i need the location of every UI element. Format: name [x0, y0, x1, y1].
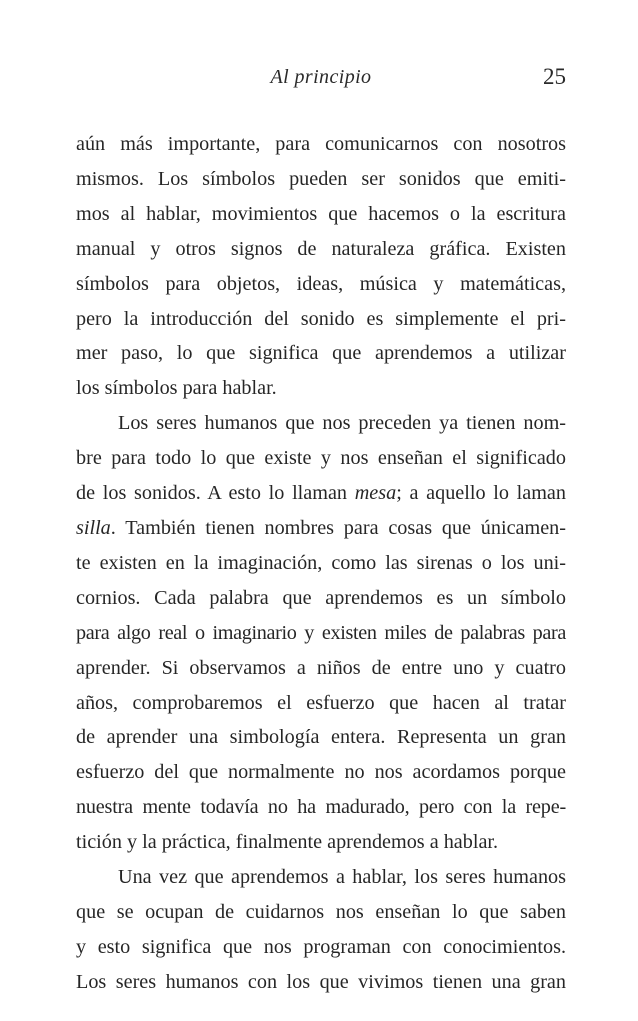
text-line: de aprender una simbología entera. Representa un gran: [76, 726, 566, 749]
text-line: te existen en la imaginación, como las sirenas o los uni-: [76, 551, 566, 574]
text-run: de los sonidos. A esto lo llaman: [76, 482, 355, 505]
page-number: 25: [543, 64, 566, 89]
paragraph-1: [76, 127, 566, 406]
text-line: y esto significa que nos programan con conocimientos.: [76, 935, 566, 958]
text-line: mos al hablar, movimientos que hacemos o la escritura: [76, 202, 566, 225]
section-title: Al principio: [270, 66, 372, 88]
text-line: nuestra mente todavía no ha madurado, pero con la repe-: [76, 796, 566, 819]
text-line: mismos. Los símbolos pueden ser sonidos que emiti-: [76, 167, 566, 190]
text-line: aún más importante, para comunicarnos con nosotros: [76, 133, 566, 155]
text-line: [76, 476, 566, 511]
body-text: [76, 127, 566, 1000]
text-line: para algo real o imaginario y existen miles de palabras para: [76, 621, 566, 644]
text-line: los símbolos para hablar.: [76, 377, 277, 400]
text-line: mer paso, lo que significa que aprendemos a utilizar: [76, 342, 566, 365]
text-line: pero la introducción del sonido es simplemente el pri-: [76, 307, 566, 330]
text-run: ; a aquello lo laman: [396, 482, 566, 505]
text-line: que se ocupan de cuidarnos nos enseñan lo que saben: [76, 900, 566, 923]
italic-word: silla: [76, 516, 111, 539]
text-line: manual y otros signos de naturaleza gráfica. Existen: [76, 237, 566, 260]
text-line: [76, 511, 566, 546]
text-line: años, comprobaremos el esfuerzo que hacen al tratar: [76, 691, 566, 714]
text-line: Los seres humanos que nos preceden ya tienen nom-: [118, 412, 566, 435]
text-line: tición y la práctica, finalmente aprendemos a hablar.: [76, 831, 499, 854]
text-line: bre para todo lo que existe y nos enseñan el significado: [76, 447, 566, 470]
text-line: esfuerzo del que normalmente no nos acordamos porque: [76, 761, 566, 784]
text-line: Una vez que aprendemos a hablar, los seres humanos: [118, 866, 566, 889]
text-line: Los seres humanos con los que vivimos tienen una gran: [76, 970, 566, 993]
text-line: cornios. Cada palabra que aprendemos es un símbolo: [76, 586, 566, 609]
text-run: . También tienen nombres para cosas que únicamen-: [110, 516, 566, 539]
text-line: aprender. Si observamos a niños de entre uno y cuatro: [76, 656, 566, 679]
paragraph-3: [76, 860, 566, 1000]
text-line: símbolos para objetos, ideas, música y matemáticas,: [76, 272, 566, 295]
running-header: [76, 66, 566, 96]
paragraph-2: [76, 406, 566, 860]
italic-word: mesa: [354, 482, 397, 505]
